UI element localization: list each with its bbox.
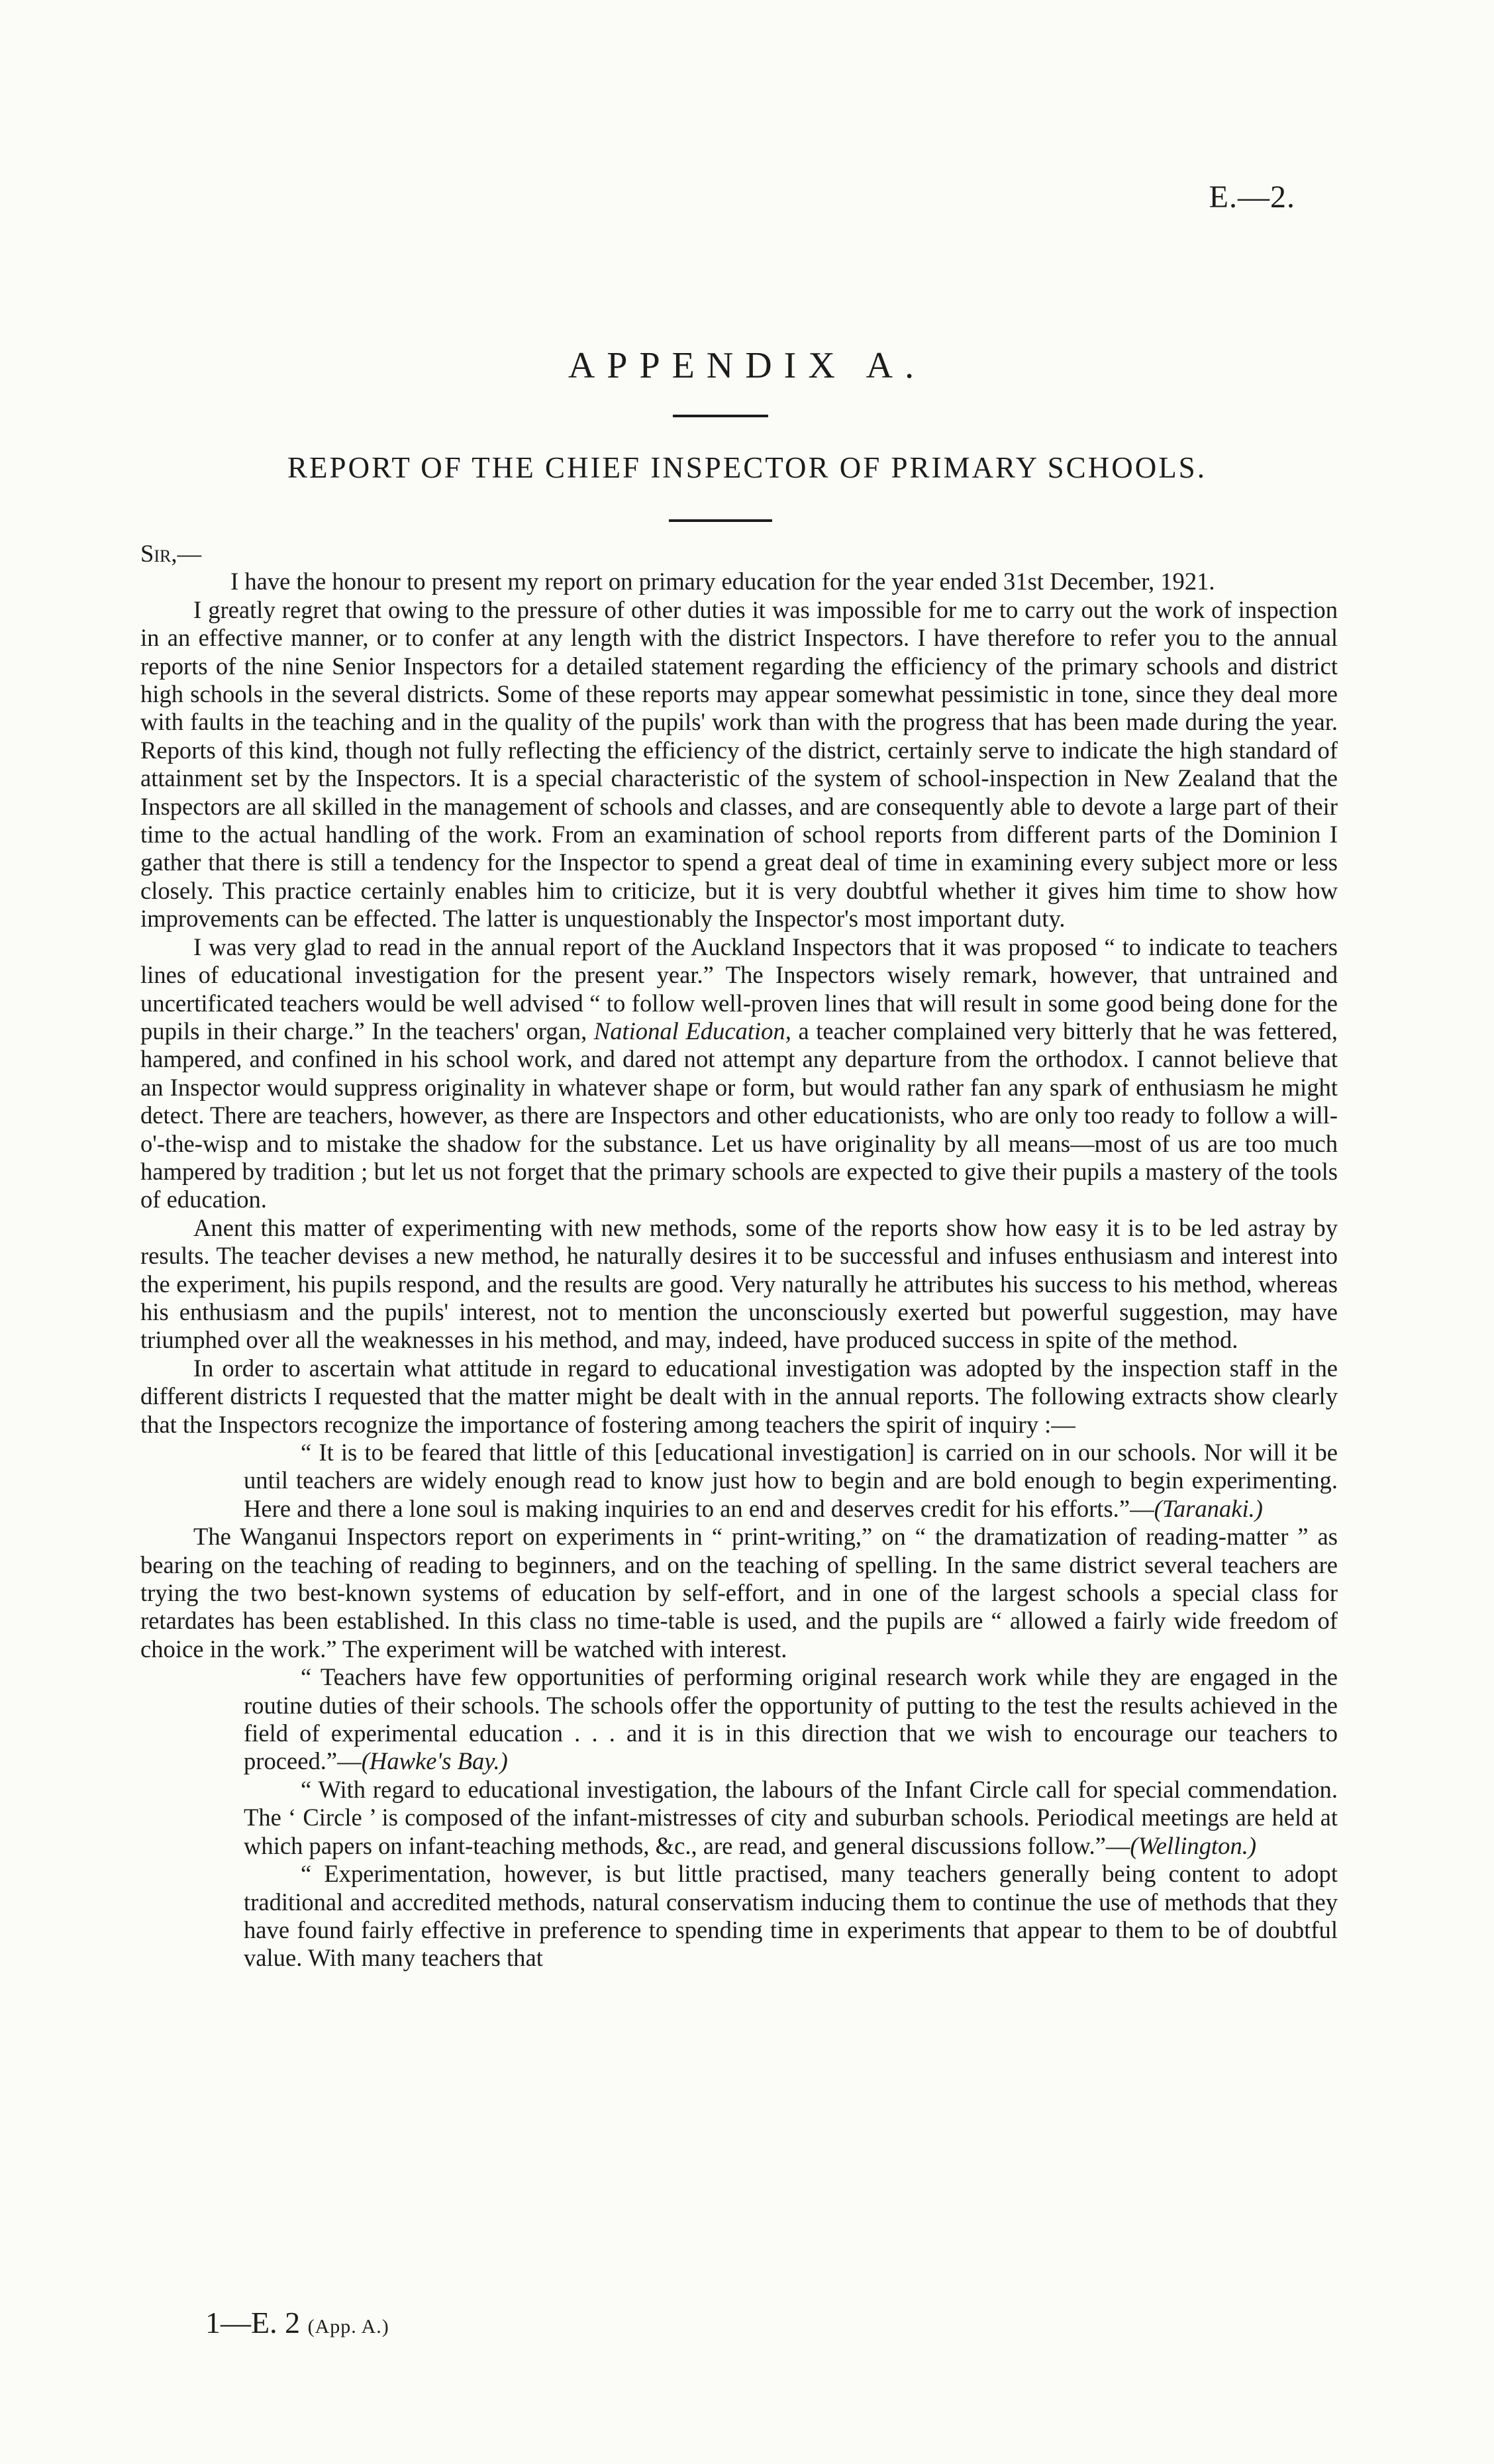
footer-reference (205, 2305, 389, 2340)
quote-source: (Taranaki.) (1154, 1494, 1263, 1522)
title-divider (669, 519, 772, 522)
page-reference: E.—2. (1209, 180, 1295, 215)
quote-experimentation: “ Experimentation, however, is but little practised, many teachers generally being content to adopt traditional and accredited methods, natural conservatism inducing them to continue the use of methods that they have found fairly effective in preference to spending time in experiments that appear to them to be of doubtful value. With many teachers that (244, 1860, 1338, 1972)
heading-divider (673, 415, 768, 417)
appendix-heading: APPENDIX A. (568, 345, 926, 386)
report-body (140, 540, 1338, 1973)
quote-text: “ Teachers have few opportunities of performing original research work while they are engaged in the routine duties of their schools. The schools offer the opportunity of putting to the test the results achieved in the field of experimental education . . . and it is in this direction that we wish to encourage our teachers to proceed.”— (244, 1663, 1338, 1775)
salutation: Sir,— (140, 540, 202, 567)
paragraph-auckland-text-b: a teacher complained very bitterly that he was fettered, hampered, and confined in his school work, and dared not attempt any departure from the orthodox. I cannot believe that an Inspector would suppress originality in whatever shape or form, but would rather fan any spark of enthusiasm he might detect. There are teachers, however, as there are Inspectors and other educationists, who are only too ready to follow a will-o'-the-wisp and to mistake the shadow for the substance. Let us have originality by all means—most of us are too much hampered by tradition ; but let us not forget that the primary schools are expected to give their pupils a mastery of the tools of education. (140, 1017, 1338, 1213)
quote-source: (Wellington.) (1130, 1831, 1257, 1859)
quote-source: (Hawke's Bay.) (361, 1747, 508, 1775)
paragraph-auckland-text-a: I was very glad to read in the annual report of the Auckland Inspectors that it was proposed “ to indicate to teachers lines of educational investigation for the present year.” The Inspectors wisely remark, however, that untrained and uncertificated teachers would be well advised “ to follow well-proven lines that will result in some good being done for the pupils in their charge.” In the teachers' organ, (140, 933, 1338, 1045)
paragraph-intro: I have the honour to present my report on primary education for the year ended 31st December, 1921. (230, 568, 1215, 595)
quote-wellington (244, 1776, 1338, 1860)
quote-hawkes-bay (244, 1663, 1338, 1776)
paragraph-inquiry: In order to ascertain what attitude in regard to educational investigation was adopted by the inspection staff in the different districts I requested that the matter might be dealt with in the annual reports. The following extracts show clearly that the Inspectors recognize the importance of fostering among teachers the spirit of inquiry :— (140, 1354, 1338, 1438)
report-title: REPORT OF THE CHIEF INSPECTOR OF PRIMARY SCHOOLS. (287, 451, 1207, 484)
paragraph-auckland (140, 933, 1338, 1214)
quote-text: “ It is to be feared that little of this [educational investigation] is carried on in our schools. Nor will it be until teachers are widely enough read to know just how to begin and are bold enough to begin experimenting. Here and there a lone soul is making inquiries to an end and deserves credit for his efforts.”— (244, 1439, 1338, 1522)
footer-ref-code: 1—E. 2 (205, 2306, 301, 2339)
publication-title: National Education, (593, 1017, 791, 1045)
paragraph-experimenting: Anent this matter of experimenting with new methods, some of the reports show how easy it is to be led astray by results. The teacher devises a new method, he naturally desires it to be successful and infuses enthusiasm and interest into the experiment, his pupils respond, and the results are good. Very naturally he attributes his success to his method, whereas his enthusiasm and the pupils' interest, not to mention the unconsciously exerted but powerful suggestion, may have triumphed over all the weaknesses in his method, and may, indeed, have produced success in spite of the method. (140, 1213, 1338, 1354)
paragraph-inspection: I greatly regret that owing to the pressure of other duties it was impossible for me to carry out the work of inspection in an effective manner, or to confer at any length with the district Inspectors. I have therefore to refer you to the annual reports of the nine Senior Inspectors for a detailed statement regarding the efficiency of the primary schools and district high schools in the several districts. Some of these reports may appear somewhat pessimistic in tone, since they deal more with faults in the teaching and in the quality of the pupils' work than with the progress that has been made during the year. Reports of this kind, though not fully reflecting the efficiency of the district, certainly serve to indicate the high standard of attainment set by the Inspectors. It is a special characteristic of the system of school-inspection in New Zealand that the Inspectors are all skilled in the management of schools and classes, and are consequently able to devote a large part of their time to the actual handling of the work. From an examination of school reports from different parts of the Dominion I gather that there is still a tendency for the Inspector to spend a great deal of time in examining every subject more or less closely. This practice certainly enables him to criticize, but it is very doubtful whether it gives him time to show how improvements can be effected. The latter is unquestionably the Inspector's most important duty. (140, 595, 1338, 933)
quote-text: “ With regard to educational investigation, the labours of the Infant Circle call for special commendation. The ‘ Circle ’ is composed of the infant-mistresses of city and suburban schools. Periodical meetings are held at which papers on infant-teaching methods, &c., are read, and general discussions follow.”— (244, 1775, 1338, 1859)
quote-taranaki (244, 1439, 1338, 1523)
footer-ref-sub: (App. A.) (307, 2316, 389, 2337)
paragraph-wanganui: The Wanganui Inspectors report on experiments in “ print-writing,” on “ the dramatization of reading-matter ” as bearing on the teaching of reading to beginners, and on the teaching of spelling. In the same district several teachers are trying the two best-known systems of education by self-effort, and in one of the largest schools a special class for retardates has been established. In this class no time-table is used, and the pupils are “ allowed a fairly wide freedom of choice in the work.” The experiment will be watched with interest. (140, 1523, 1338, 1663)
